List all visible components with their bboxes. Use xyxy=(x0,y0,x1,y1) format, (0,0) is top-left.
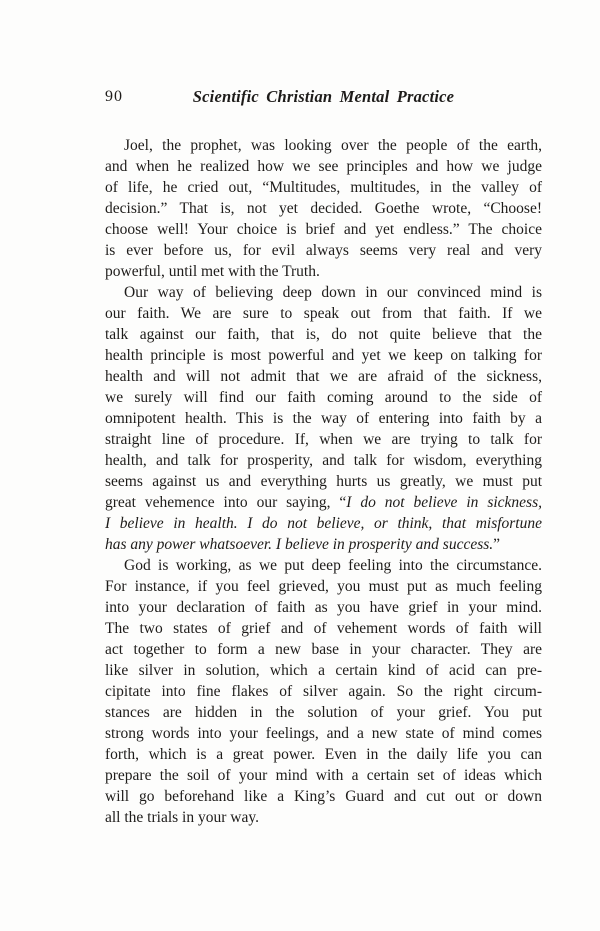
text-line xyxy=(105,345,542,366)
text-line xyxy=(105,534,542,555)
text-line xyxy=(105,450,542,471)
text-segment: talk against our faith, that is, do not quite believe that the xyxy=(105,326,542,343)
text-segment: cipitate into fine flakes of silver again. So the right circum- xyxy=(105,683,542,700)
text-segment: stances are hidden in the solution of your grief. You put xyxy=(105,704,542,721)
text-segment: into your declaration of faith as you have grief in your mind. xyxy=(105,599,542,616)
page-text xyxy=(105,135,542,828)
text-line xyxy=(105,618,542,639)
page-content xyxy=(105,87,542,828)
text-segment: I believe in health. I do not believe, or think, that misfortune xyxy=(105,515,542,532)
text-segment: health and will not admit that we are afraid of the sickness, xyxy=(105,368,542,385)
text-segment: like silver in solution, which a certain kind of acid can pre- xyxy=(105,662,542,679)
text-line xyxy=(105,408,542,429)
text-segment: will go beforehand like a King’s Guard and cut out or down xyxy=(105,788,542,805)
text-segment: For instance, if you feel grieved, you must put as much feeling xyxy=(105,578,542,595)
text-segment: omnipotent health. This is the way of entering into faith by a xyxy=(105,410,542,427)
text-segment: health, and talk for prosperity, and talk for wisdom, everything xyxy=(105,452,542,469)
page-number: 90 xyxy=(105,88,123,105)
text-line xyxy=(105,282,542,303)
text-line xyxy=(105,639,542,660)
text-line xyxy=(105,492,542,513)
text-line xyxy=(105,786,542,807)
text-line xyxy=(105,660,542,681)
text-line xyxy=(105,471,542,492)
text-line xyxy=(105,198,542,219)
text-segment: of life, he cried out, “Multitudes, multitudes, in the valley of xyxy=(105,179,542,196)
text-segment: The two states of grief and of vehement words of faith will xyxy=(105,620,542,637)
text-line xyxy=(105,681,542,702)
text-segment: forth, which is a great power. Even in the daily life you can xyxy=(105,746,542,763)
text-line xyxy=(105,723,542,744)
text-segment: decision.” That is, not yet decided. Goethe wrote, “Choose! xyxy=(105,200,542,217)
text-line xyxy=(105,261,542,282)
text-line xyxy=(105,156,542,177)
text-segment: powerful, until met with the Truth. xyxy=(105,263,320,280)
text-segment: seems against us and everything hurts us greatly, we must put xyxy=(105,473,542,490)
text-segment: great vehemence into our saying, “ xyxy=(105,494,347,511)
text-line xyxy=(105,177,542,198)
text-line xyxy=(105,135,542,156)
text-line xyxy=(105,429,542,450)
text-line xyxy=(105,702,542,723)
text-segment: I do not believe in sickness, xyxy=(346,494,542,511)
text-segment: act together to form a new base in your character. They are xyxy=(105,641,542,658)
text-segment: has any power whatsoever. I believe in prosperity and success. xyxy=(105,536,494,553)
text-line xyxy=(105,324,542,345)
text-segment: ” xyxy=(493,536,501,553)
text-line xyxy=(105,303,542,324)
text-segment: our faith. We are sure to speak out from that faith. If we xyxy=(105,305,542,322)
text-segment: strong words into your feelings, and a new state of mind comes xyxy=(105,725,542,742)
text-line xyxy=(105,576,542,597)
text-segment: we surely will find our faith coming around to the side of xyxy=(105,389,542,406)
text-segment: God is working, as we put deep feeling into the circumstance. xyxy=(124,557,542,574)
text-segment: straight line of procedure. If, when we are trying to talk for xyxy=(105,431,542,448)
text-line xyxy=(105,744,542,765)
text-segment: choose well! Your choice is brief and yet endless.” The choice xyxy=(105,221,542,238)
text-segment: and when he realized how we see principles and how we judge xyxy=(105,158,542,175)
text-line xyxy=(105,219,542,240)
text-segment: Joel, the prophet, was looking over the people of the earth, xyxy=(124,137,542,154)
text-line xyxy=(105,387,542,408)
text-segment: Our way of believing deep down in our convinced mind is xyxy=(124,284,542,301)
text-line xyxy=(105,366,542,387)
paragraph xyxy=(105,555,542,828)
text-segment: all the trials in your way. xyxy=(105,809,259,826)
text-line xyxy=(105,807,542,828)
text-segment: is ever before us, for evil always seems very real and very xyxy=(105,242,542,259)
running-title: Scientific Christian Mental Practice xyxy=(192,87,455,106)
text-line xyxy=(105,765,542,786)
text-segment: prepare the soil of your mind with a certain set of ideas which xyxy=(105,767,542,784)
text-line xyxy=(105,555,542,576)
text-line xyxy=(105,597,542,618)
text-line xyxy=(105,240,542,261)
text-line xyxy=(105,513,542,534)
paragraph xyxy=(105,135,542,282)
text-segment: health principle is most powerful and yet we keep on talking for xyxy=(105,347,542,364)
paragraph xyxy=(105,282,542,555)
page-header xyxy=(105,87,542,107)
